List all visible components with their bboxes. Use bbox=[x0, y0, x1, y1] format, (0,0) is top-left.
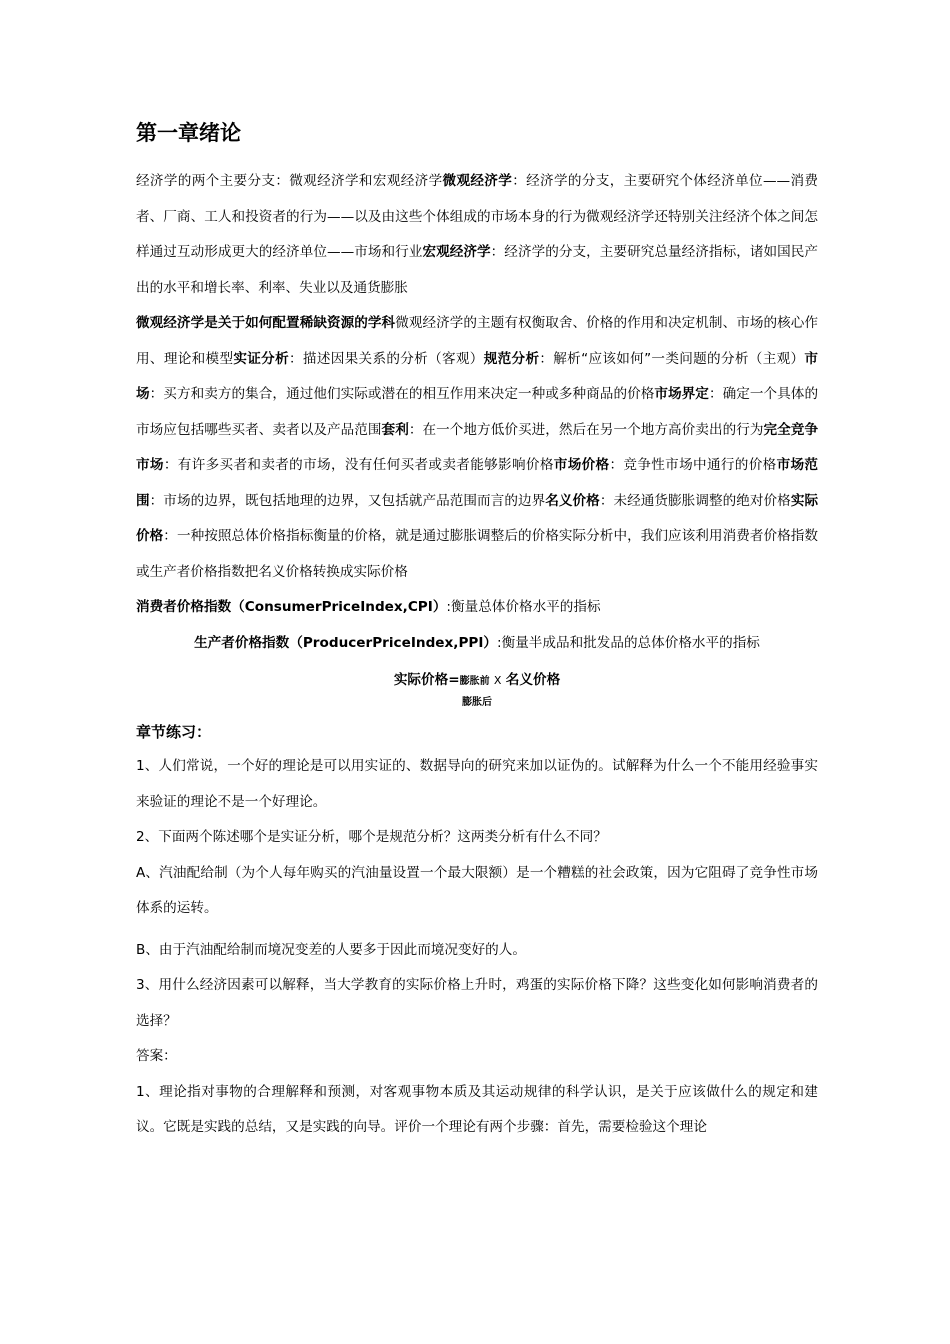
cpi-text: :衡量总体价格水平的指标 bbox=[446, 599, 601, 615]
exercises-heading: 章节练习： bbox=[136, 723, 212, 741]
answer-label: 答案： bbox=[136, 1048, 177, 1064]
formula-rhs: 名义价格 bbox=[505, 672, 561, 688]
formula-numerator: 膨胀前 bbox=[459, 676, 490, 687]
term-market-extent: 市场范围 bbox=[136, 457, 819, 509]
term-cpi: 消费者价格指数（ConsumerPriceIndex,CPI） bbox=[136, 599, 447, 615]
term-micro: 微观经济学 bbox=[442, 173, 513, 189]
formula-operator: X bbox=[493, 674, 502, 687]
def-text-5: ：确定一个具体的市场应包括哪些买者、卖者以及产品范围 bbox=[136, 386, 819, 438]
formula-lhs: 实际价格= bbox=[393, 672, 460, 688]
term-normative-analysis: 规范分析 bbox=[483, 350, 540, 367]
term-market-price: 市场价格 bbox=[553, 457, 610, 473]
term-ppi: 生产者价格指数（ProducerPriceIndex,PPI） bbox=[194, 634, 498, 651]
answer-1: 1、理论指对事物的合理解释和预测，对客观事物本质及其运动规律的科学认识，是关于应该做什么的规定和建议。它既是实践的总结，又是实践的向导。评价一个理论有两个步骤：首先，需要检验这个理论 bbox=[136, 1083, 818, 1135]
def-text-6: ：在一个地方低价买进，然后在另一个地方高价卖出的行为 bbox=[408, 421, 764, 438]
question-3: 3、用什么经济因素可以解释，当大学教育的实际价格上升时，鸡蛋的实际价格下降？这些变化如何影响消费者的选择？ bbox=[136, 977, 818, 1029]
def-text-8: ：竞争性市场中通行的价格 bbox=[609, 457, 777, 473]
def-text-11: ：一种按照总体价格指标衡量的价格，就是通过膨胀调整后的价格实际分析中，我们应该利用消费者价格指数或生产者价格指数把名义价格转换成实际价格 bbox=[136, 528, 819, 580]
term-arbitrage: 套利 bbox=[381, 421, 409, 438]
term-perfect-competition: 完全竞争市场 bbox=[136, 421, 819, 473]
def-text-7: ：有许多买者和卖者的市场，没有任何买者或卖者能够影响价格 bbox=[163, 457, 554, 473]
def-text-1: 微观经济学的主题有权衡取舍、价格的作用和决定机制、市场的核心作用、理论和模型 bbox=[136, 315, 819, 367]
question-2a: A、汽油配给制（为个人每年购买的汽油量设置一个最大限额）是一个糟糕的社会政策，因为它阻碍了竞争性市场体系的运转。 bbox=[136, 864, 818, 916]
intro-paragraph bbox=[136, 164, 818, 306]
intro-text-2: ：经济学的分支，主要研究个体经济单位——消费者、厂商、工人和投资者的行为——以及由这些个体组成的市场本身的行为微观经济学还特别关注经济个体之间怎样通过互动形成更大的经济单位——市场和行业 bbox=[136, 173, 819, 260]
term-market: 市场 bbox=[136, 350, 819, 402]
document-page bbox=[136, 118, 818, 1146]
question-2: 2、下面两个陈述哪个是实证分析，哪个是规范分析？这两类分析有什么不同？ bbox=[136, 829, 607, 845]
term-positive-analysis: 实证分析 bbox=[233, 350, 289, 367]
question-2b: B、由于汽油配给制而境况变差的人要多于因此而境况变好的人。 bbox=[136, 941, 526, 958]
def-text-2: ：描述因果关系的分析（客观） bbox=[289, 350, 484, 367]
term-market-definition: 市场界定 bbox=[654, 386, 709, 402]
def-text-3: ：解析“应该如何”一类问题的分析（主观） bbox=[539, 350, 805, 367]
chapter-title: 第一章绪论 bbox=[136, 121, 241, 145]
def-text-9: ：市场的边界，既包括地理的边界，又包括就产品范围而言的边界 bbox=[149, 492, 546, 509]
intro-text-3: ：经济学的分支，主要研究总量经济指标，诸如国民产出的水平和增长率、利率、失业以及通货膨胀 bbox=[136, 244, 819, 296]
definitions-paragraph bbox=[136, 306, 818, 590]
term-real-price: 实际价格 bbox=[136, 492, 819, 544]
ppi-text: :衡量半成品和批发品的总体价格水平的指标 bbox=[497, 634, 760, 651]
term-macro: 宏观经济学 bbox=[422, 244, 491, 260]
term-micro-def: 微观经济学是关于如何配置稀缺资源的学科 bbox=[136, 315, 396, 331]
cpi-definition bbox=[136, 590, 818, 626]
real-price-formula bbox=[136, 665, 818, 697]
term-nominal-price: 名义价格 bbox=[545, 492, 600, 509]
intro-text-1: 经济学的两个主要分支：微观经济学和宏观经济学 bbox=[136, 173, 443, 189]
ppi-definition bbox=[136, 626, 818, 662]
formula-denominator: 膨胀后 bbox=[462, 697, 492, 708]
def-text-4: ：买方和卖方的集合，通过他们实际或潜在的相互作用来决定一种或多种商品的价格 bbox=[149, 386, 655, 402]
question-1: 1、人们常说，一个好的理论是可以用实证的、数据导向的研究来加以证伪的。试解释为什么一个不能用经验事实来验证的理论不是一个好理论。 bbox=[136, 758, 818, 810]
def-text-10: ：未经通货膨胀调整的绝对价格 bbox=[599, 492, 791, 509]
